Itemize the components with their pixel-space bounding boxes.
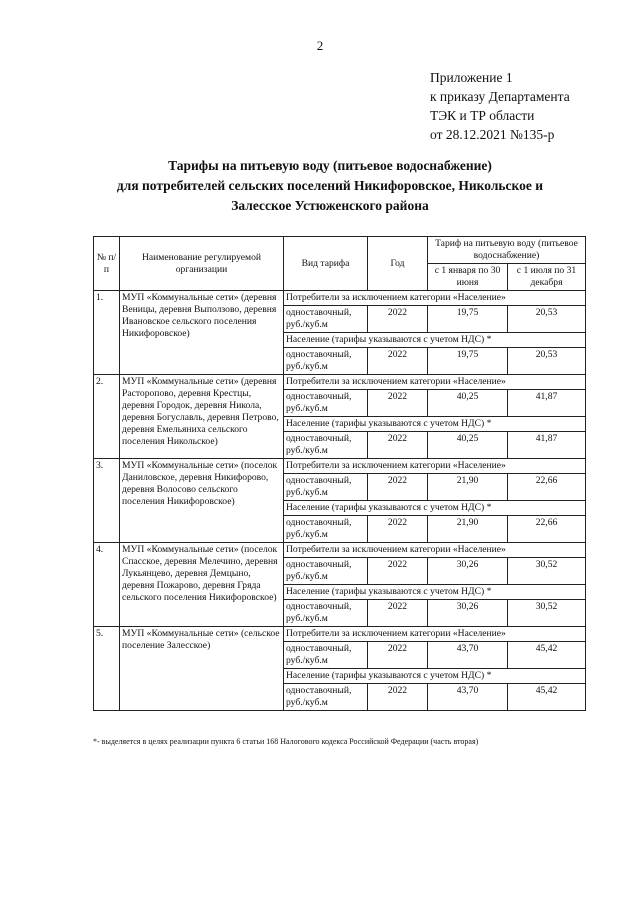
- tariff-year: 2022: [368, 684, 428, 711]
- tariff-value-h1: 21,90: [428, 474, 508, 501]
- table-header-row: [94, 237, 586, 264]
- tariff-value-h2: 22,66: [508, 516, 586, 543]
- category-label: Потребители за исключением категории «Население»: [284, 543, 586, 558]
- tariff-year: 2022: [368, 474, 428, 501]
- tariffs-table: [93, 236, 586, 711]
- tariff-type: одноставочный, руб./куб.м: [284, 348, 368, 375]
- tariff-type: одноставочный, руб./куб.м: [284, 474, 368, 501]
- category-label: Население (тарифы указываются с учетом НДС) *: [284, 417, 586, 432]
- tariff-type: одноставочный, руб./куб.м: [284, 516, 368, 543]
- header-period-1: с 1 января по 30 июня: [428, 264, 508, 291]
- row-number: 5.: [94, 627, 120, 711]
- header-org: Наименование регулируемой организации: [120, 237, 284, 291]
- organization-name: МУП «Коммунальные сети» (деревня Веницы, деревня Выползово, деревня Ивановское сельского поселения Никифоровское): [120, 291, 284, 375]
- organization-name: МУП «Коммунальные сети» (сельское поселение Залесское): [120, 627, 284, 711]
- tariff-value-h2: 45,42: [508, 642, 586, 669]
- appendix-line-2: к приказу Департамента: [430, 89, 570, 104]
- tariff-year: 2022: [368, 642, 428, 669]
- tariff-type: одноставочный, руб./куб.м: [284, 642, 368, 669]
- tariff-type: одноставочный, руб./куб.м: [284, 558, 368, 585]
- tariff-year: 2022: [368, 558, 428, 585]
- tariff-value-h2: 30,52: [508, 600, 586, 627]
- table-body: [94, 291, 586, 711]
- appendix-line-4: от 28.12.2021 №135-р: [430, 127, 555, 142]
- table-row: [94, 543, 586, 558]
- tariff-value-h2: 20,53: [508, 306, 586, 333]
- title-line-2: для потребителей сельских поселений Никифоровское, Никольское и: [116, 178, 544, 193]
- table-row: [94, 375, 586, 390]
- footnote: *- выделяется в целях реализации пункта 6 статьи 168 Налогового кодекса Российской Федерации (часть вторая): [93, 737, 479, 746]
- table-row: [94, 291, 586, 306]
- organization-name: МУП «Коммунальные сети» (поселок Даниловское, деревня Никифорово, деревня Волосово сельского поселения Никифоровское): [120, 459, 284, 543]
- header-type: Вид тарифа: [284, 237, 368, 291]
- appendix-line-3: ТЭК и ТР области: [430, 108, 535, 123]
- tariff-value-h1: 43,70: [428, 642, 508, 669]
- category-label: Население (тарифы указываются с учетом НДС) *: [284, 669, 586, 684]
- tariff-year: 2022: [368, 390, 428, 417]
- category-label: Население (тарифы указываются с учетом НДС) *: [284, 585, 586, 600]
- tariff-value-h1: 40,25: [428, 390, 508, 417]
- tariff-value-h1: 30,26: [428, 558, 508, 585]
- header-year: Год: [368, 237, 428, 291]
- tariff-value-h1: 40,25: [428, 432, 508, 459]
- table-row: [94, 627, 586, 642]
- header-tariff: Тариф на питьевую воду (питьевое водоснабжение): [428, 237, 586, 264]
- tariff-value-h2: 41,87: [508, 432, 586, 459]
- appendix-line-1: Приложение 1: [430, 70, 513, 85]
- row-number: 4.: [94, 543, 120, 627]
- organization-name: МУП «Коммунальные сети» (поселок Спасское, деревня Мелечино, деревня Лукьянцево, деревня Демцыно, деревня Пожарово, деревня Гряда сельского поселения Никифоровское): [120, 543, 284, 627]
- category-label: Потребители за исключением категории «Население»: [284, 375, 586, 390]
- tariff-year: 2022: [368, 306, 428, 333]
- tariff-value-h1: 21,90: [428, 516, 508, 543]
- appendix-block: [430, 68, 620, 144]
- tariff-value-h2: 20,53: [508, 348, 586, 375]
- document-title: [70, 156, 590, 216]
- tariff-type: одноставочный, руб./куб.м: [284, 684, 368, 711]
- row-number: 1.: [94, 291, 120, 375]
- tariff-value-h1: 19,75: [428, 306, 508, 333]
- title-line-1: Тарифы на питьевую воду (питьевое водоснабжение): [168, 158, 492, 173]
- tariff-value-h1: 30,26: [428, 600, 508, 627]
- tariff-value-h2: 30,52: [508, 558, 586, 585]
- row-number: 2.: [94, 375, 120, 459]
- tariff-value-h1: 43,70: [428, 684, 508, 711]
- tariff-year: 2022: [368, 348, 428, 375]
- tariff-value-h1: 19,75: [428, 348, 508, 375]
- tariff-year: 2022: [368, 516, 428, 543]
- organization-name: МУП «Коммунальные сети» (деревня Расторопово, деревня Крестцы, деревня Городок, деревня Никола, деревня Богуславль, деревня Петрово, деревня Емельяниха сельского поселения Никольское): [120, 375, 284, 459]
- tariff-type: одноставочный, руб./куб.м: [284, 600, 368, 627]
- tariff-value-h2: 22,66: [508, 474, 586, 501]
- header-period-2: с 1 июля по 31 декабря: [508, 264, 586, 291]
- table-row: [94, 459, 586, 474]
- tariff-year: 2022: [368, 432, 428, 459]
- category-label: Население (тарифы указываются с учетом НДС) *: [284, 333, 586, 348]
- category-label: Потребители за исключением категории «Население»: [284, 291, 586, 306]
- tariff-type: одноставочный, руб./куб.м: [284, 432, 368, 459]
- header-num: № п/п: [94, 237, 120, 291]
- tariff-value-h2: 41,87: [508, 390, 586, 417]
- tariff-value-h2: 45,42: [508, 684, 586, 711]
- category-label: Потребители за исключением категории «Население»: [284, 627, 586, 642]
- category-label: Население (тарифы указываются с учетом НДС) *: [284, 501, 586, 516]
- row-number: 3.: [94, 459, 120, 543]
- tariff-type: одноставочный, руб./куб.м: [284, 390, 368, 417]
- category-label: Потребители за исключением категории «Население»: [284, 459, 586, 474]
- page-number: 2: [316, 38, 324, 53]
- title-line-3: Залесское Устюженского района: [231, 198, 429, 213]
- tariff-year: 2022: [368, 600, 428, 627]
- tariff-type: одноставочный, руб./куб.м: [284, 306, 368, 333]
